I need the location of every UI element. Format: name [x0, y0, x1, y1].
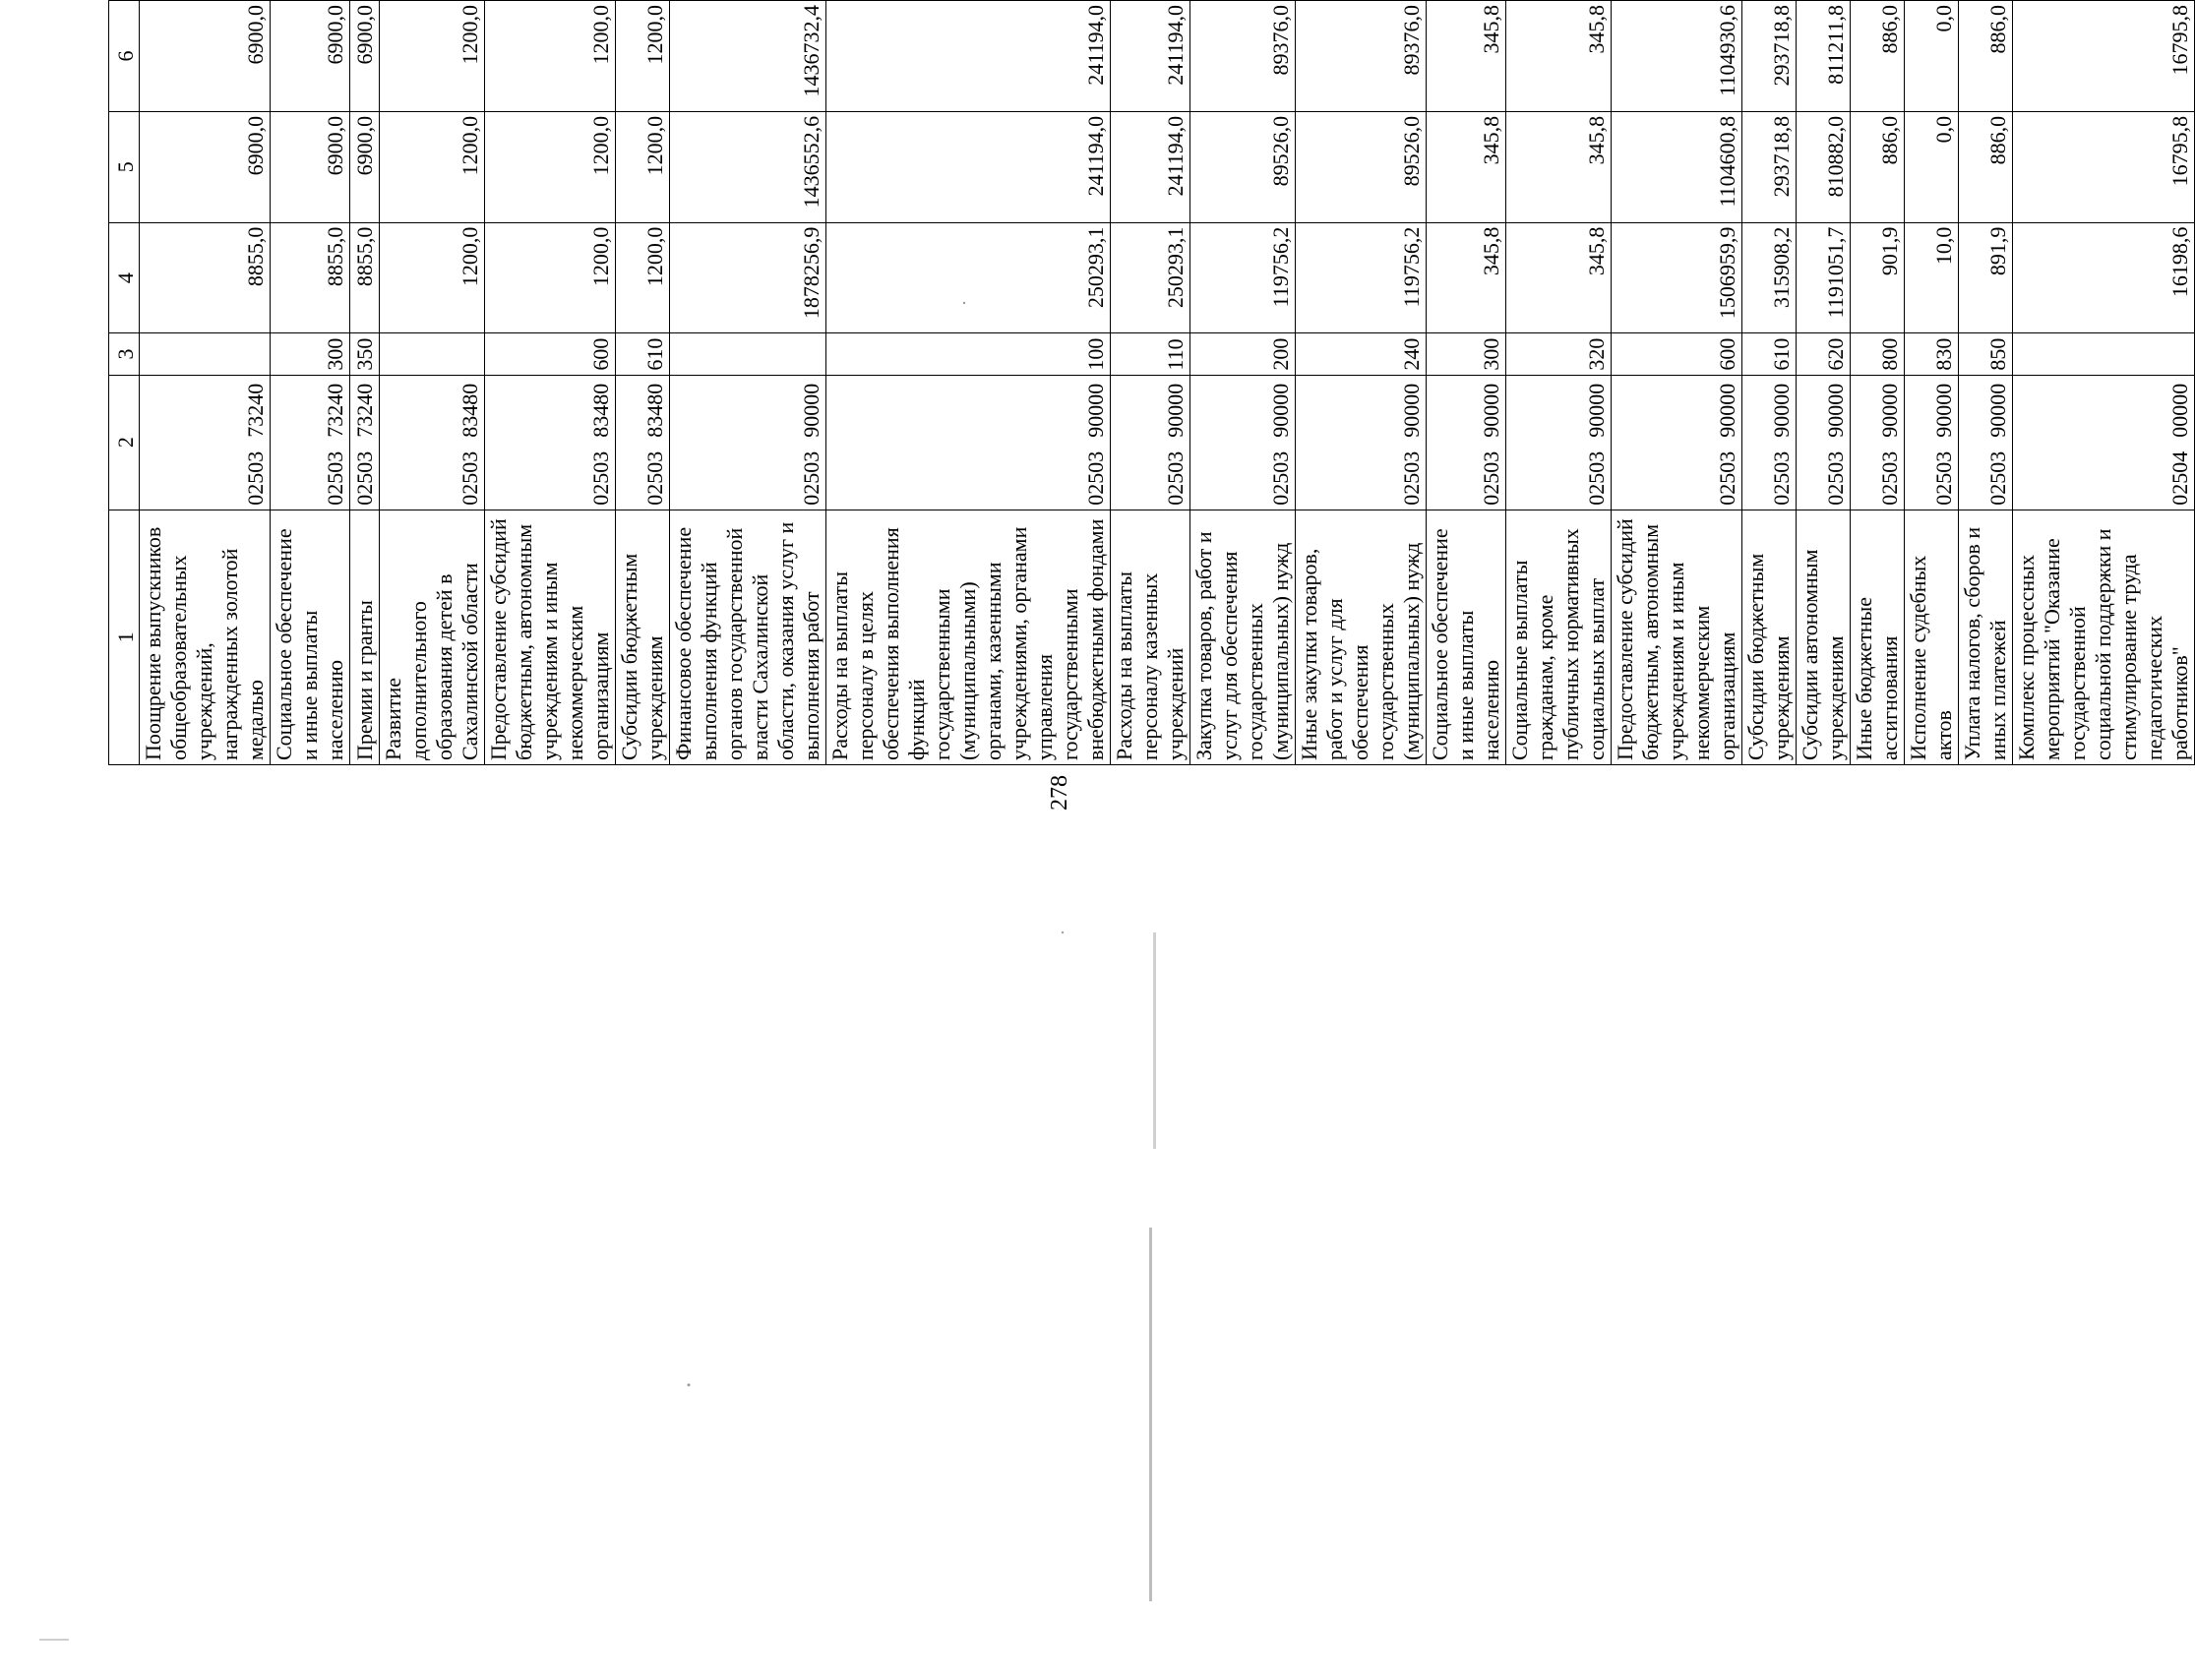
row-direction-code: 73240 [323, 383, 347, 438]
row-direction-code: 73240 [243, 383, 268, 438]
table-row [1905, 1, 1959, 765]
row-name: Иные закупки товаров, работ и услуг для обеспечения государственных (муниципальных) нужд [1296, 510, 1427, 764]
column-header-1: 1 [109, 510, 140, 764]
row-amount-year-1: 1506959,9 [1612, 222, 1742, 333]
row-amount-year-1: 345,8 [1506, 222, 1612, 333]
table-row [485, 1, 616, 765]
table-row [2013, 1, 2195, 765]
table-row [1742, 1, 1797, 765]
row-amount-year-1: 1878256,9 [670, 222, 826, 333]
table-row [140, 1, 271, 765]
row-section-code: 02503 [1083, 450, 1108, 506]
row-expense-kind: 300 [1427, 333, 1506, 375]
table-row [1190, 1, 1296, 765]
row-amount-year-3: 345,8 [1506, 1, 1612, 112]
row-amount-year-2: 345,8 [1506, 111, 1612, 222]
row-section-code: 02503 [243, 450, 268, 506]
row-name: Премии и гранты [350, 510, 380, 764]
row-expense-kind: 200 [1190, 333, 1296, 375]
row-amount-year-1: 10,0 [1905, 222, 1959, 333]
row-section-code: 02503 [352, 450, 377, 506]
row-name: Комплекс процессных мероприятий "Оказание государственной социальной поддержки и стимулирование труда педагогических работников" [2013, 510, 2195, 764]
row-expense-kind [670, 333, 826, 375]
row-expense-kind: 850 [1959, 333, 2013, 375]
row-amount-year-2: 241194,0 [826, 111, 1111, 222]
row-amount-year-2: 1200,0 [380, 111, 485, 222]
row-name: Субсидии бюджетным учреждениям [1742, 510, 1797, 764]
row-name: Субсидии бюджетным учреждениям [616, 510, 670, 764]
row-expense-kind: 610 [1742, 333, 1797, 375]
row-target-code [1427, 375, 1506, 510]
row-section-code: 02503 [323, 450, 347, 506]
table-row [1612, 1, 1742, 765]
row-direction-code: 90000 [1399, 383, 1424, 438]
row-amount-year-2: 16795,8 [2013, 111, 2195, 222]
row-amount-year-3: 886,0 [1959, 1, 2013, 112]
row-amount-year-3: 241194,0 [826, 1, 1111, 112]
row-section-code: 02503 [642, 450, 667, 506]
table-row [1959, 1, 2013, 765]
row-name: Исполнение судебных актов [1905, 510, 1959, 764]
scan-speck [688, 1384, 691, 1387]
row-direction-code: 90000 [1877, 383, 1902, 438]
table-row [670, 1, 826, 765]
row-direction-code: 90000 [1715, 383, 1739, 438]
row-amount-year-2: 6900,0 [350, 111, 380, 222]
row-amount-year-3: 0,0 [1905, 1, 1959, 112]
row-target-code [485, 375, 616, 510]
row-amount-year-2: 89526,0 [1190, 111, 1296, 222]
scan-dash [1149, 1228, 1152, 1601]
row-amount-year-1: 891,9 [1959, 222, 2013, 333]
row-target-code [350, 375, 380, 510]
row-section-code: 02503 [1823, 450, 1848, 506]
row-amount-year-1: 8855,0 [140, 222, 271, 333]
row-amount-year-2: 886,0 [1851, 111, 1905, 222]
row-amount-year-3: 1200,0 [485, 1, 616, 112]
table-row [380, 1, 485, 765]
row-amount-year-3: 1104930,6 [1612, 1, 1742, 112]
row-target-code [271, 375, 350, 510]
table-row [826, 1, 1111, 765]
row-amount-year-3: 345,8 [1427, 1, 1506, 112]
row-section-code: 02503 [1399, 450, 1424, 506]
row-amount-year-1: 1191051,7 [1797, 222, 1851, 333]
row-amount-year-2: 293718,8 [1742, 111, 1797, 222]
row-amount-year-3: 6900,0 [271, 1, 350, 112]
row-target-code [670, 375, 826, 510]
row-section-code: 02503 [1877, 450, 1902, 506]
row-name: Расходы на выплаты персоналу казенных учреждений [1111, 510, 1190, 764]
row-expense-kind: 350 [350, 333, 380, 375]
row-direction-code: 90000 [1268, 383, 1293, 438]
row-amount-year-1: 250293,1 [826, 222, 1111, 333]
row-direction-code: 90000 [1931, 383, 1956, 438]
row-target-code [380, 375, 485, 510]
row-target-code [616, 375, 670, 510]
row-amount-year-3: 241194,0 [1111, 1, 1190, 112]
row-amount-year-1: 1200,0 [380, 222, 485, 333]
row-target-code [1190, 375, 1296, 510]
row-amount-year-2: 1104600,8 [1612, 111, 1742, 222]
row-direction-code: 90000 [1769, 383, 1794, 438]
budget-table [108, 0, 2195, 765]
row-amount-year-1: 16198,6 [2013, 222, 2195, 333]
row-target-code [2013, 375, 2195, 510]
row-direction-code: 73240 [352, 383, 377, 438]
row-amount-year-3: 16795,8 [2013, 1, 2195, 112]
row-section-code: 02503 [1985, 450, 2010, 506]
row-direction-code: 90000 [1479, 383, 1503, 438]
row-amount-year-2: 6900,0 [140, 111, 271, 222]
row-section-code: 02504 [2167, 450, 2192, 506]
row-name: Социальное обеспечение и иные выплаты населению [271, 510, 350, 764]
row-amount-year-3: 811211,8 [1797, 1, 1851, 112]
row-amount-year-2: 0,0 [1905, 111, 1959, 222]
row-name: Иные бюджетные ассигнования [1851, 510, 1905, 764]
row-amount-year-3: 886,0 [1851, 1, 1905, 112]
row-name: Предоставление субсидий бюджетным, автономным учреждениям и иным некоммерческим организациям [1612, 510, 1742, 764]
row-amount-year-2: 886,0 [1959, 111, 2013, 222]
table-row [1506, 1, 1612, 765]
row-expense-kind [380, 333, 485, 375]
row-target-code [1296, 375, 1427, 510]
row-target-code [1111, 375, 1190, 510]
row-expense-kind [140, 333, 271, 375]
row-amount-year-3: 1200,0 [616, 1, 670, 112]
row-amount-year-1: 1200,0 [485, 222, 616, 333]
table-row [1851, 1, 1905, 765]
row-name: Закупка товаров, работ и услуг для обеспечения государственных (муниципальных) нужд [1190, 510, 1296, 764]
row-direction-code: 83480 [457, 383, 482, 438]
row-section-code: 02503 [588, 450, 613, 506]
scan-speck [1062, 931, 1064, 933]
scan-dash [1153, 932, 1156, 1149]
table-body [140, 1, 2195, 765]
table-row [1797, 1, 1851, 765]
row-direction-code: 90000 [1584, 383, 1609, 438]
row-amount-year-3: 1200,0 [380, 1, 485, 112]
row-target-code [1612, 375, 1742, 510]
row-amount-year-1: 315908,2 [1742, 222, 1797, 333]
column-header-2: 2 [109, 375, 140, 510]
table-header-row [109, 1, 140, 765]
row-amount-year-2: 345,8 [1427, 111, 1506, 222]
row-expense-kind: 800 [1851, 333, 1905, 375]
row-amount-year-2: 241194,0 [1111, 111, 1190, 222]
column-header-4: 4 [109, 222, 140, 333]
table-row [1296, 1, 1427, 765]
row-amount-year-1: 8855,0 [271, 222, 350, 333]
row-amount-year-1: 8855,0 [350, 222, 380, 333]
row-expense-kind: 100 [826, 333, 1111, 375]
row-amount-year-1: 345,8 [1427, 222, 1506, 333]
row-amount-year-2: 810882,0 [1797, 111, 1851, 222]
row-section-code: 02503 [1479, 450, 1503, 506]
row-amount-year-2: 1200,0 [485, 111, 616, 222]
column-header-6: 6 [109, 1, 140, 112]
row-amount-year-3: 293718,8 [1742, 1, 1797, 112]
scan-dash [39, 1639, 69, 1641]
row-expense-kind: 110 [1111, 333, 1190, 375]
table-row [350, 1, 380, 765]
row-amount-year-1: 250293,1 [1111, 222, 1190, 333]
row-amount-year-1: 119756,2 [1296, 222, 1427, 333]
row-direction-code: 90000 [1163, 383, 1188, 438]
row-section-code: 02503 [1163, 450, 1188, 506]
row-amount-year-1: 119756,2 [1190, 222, 1296, 333]
row-name: Социальное обеспечение и иные выплаты населению [1427, 510, 1506, 764]
row-name: Развитие дополнительного образования детей в Сахалинской области [380, 510, 485, 764]
row-expense-kind [2013, 333, 2195, 375]
row-section-code: 02503 [457, 450, 482, 506]
row-target-code [1905, 375, 1959, 510]
row-name: Субсидии автономным учреждениям [1797, 510, 1851, 764]
row-expense-kind: 610 [616, 333, 670, 375]
row-direction-code: 90000 [799, 383, 823, 438]
row-amount-year-1: 1200,0 [616, 222, 670, 333]
row-expense-kind: 600 [1612, 333, 1742, 375]
column-header-3: 3 [109, 333, 140, 375]
row-expense-kind: 620 [1797, 333, 1851, 375]
row-name: Социальные выплаты гражданам, кроме публичных нормативных социальных выплат [1506, 510, 1612, 764]
row-section-code: 02503 [1268, 450, 1293, 506]
table-row [1111, 1, 1190, 765]
row-amount-year-3: 6900,0 [140, 1, 271, 112]
table-row [616, 1, 670, 765]
row-target-code [1742, 375, 1797, 510]
row-amount-year-2: 6900,0 [271, 111, 350, 222]
row-target-code [1506, 375, 1612, 510]
row-section-code: 02503 [1769, 450, 1794, 506]
row-name: Уплата налогов, сборов и иных платежей [1959, 510, 2013, 764]
row-amount-year-3: 6900,0 [350, 1, 380, 112]
table-row [1427, 1, 1506, 765]
row-direction-code: 90000 [1823, 383, 1848, 438]
row-section-code: 02503 [799, 450, 823, 506]
row-name: Поощрение выпускников общеобразовательных учреждений, награжденных золотой медалью [140, 510, 271, 764]
row-direction-code: 83480 [642, 383, 667, 438]
row-direction-code: 00000 [2167, 383, 2192, 438]
row-target-code [1851, 375, 1905, 510]
row-name: Расходы на выплаты персоналу в целях обеспечения выполнения функций государственными (муниципальными) органами, казенными учреждениями, органами управления государственными внебюджетными фондами [826, 510, 1111, 764]
row-section-code: 02503 [1931, 450, 1956, 506]
row-amount-year-2: 1436552,6 [670, 111, 826, 222]
row-target-code [1959, 375, 2013, 510]
row-amount-year-2: 1200,0 [616, 111, 670, 222]
row-expense-kind: 320 [1506, 333, 1612, 375]
row-amount-year-1: 901,9 [1851, 222, 1905, 333]
row-amount-year-3: 89376,0 [1296, 1, 1427, 112]
row-name: Предоставление субсидий бюджетным, автономным учреждениям и иным некоммерческим организациям [485, 510, 616, 764]
row-amount-year-3: 89376,0 [1190, 1, 1296, 112]
row-amount-year-3: 1436732,4 [670, 1, 826, 112]
row-target-code [140, 375, 271, 510]
row-direction-code: 90000 [1083, 383, 1108, 438]
row-target-code [1797, 375, 1851, 510]
row-direction-code: 90000 [1985, 383, 2010, 438]
row-expense-kind: 240 [1296, 333, 1427, 375]
row-section-code: 02503 [1715, 450, 1739, 506]
row-expense-kind: 830 [1905, 333, 1959, 375]
row-direction-code: 83480 [588, 383, 613, 438]
row-section-code: 02503 [1584, 450, 1609, 506]
row-target-code [826, 375, 1111, 510]
row-expense-kind: 600 [485, 333, 616, 375]
table-row [271, 1, 350, 765]
column-header-5: 5 [109, 111, 140, 222]
page-number: 278 [1047, 775, 1072, 810]
row-name: Финансовое обеспечение выполнения функций органов государственной власти Сахалинской области, оказания услуг и выполнения работ [670, 510, 826, 764]
row-expense-kind: 300 [271, 333, 350, 375]
row-amount-year-2: 89526,0 [1296, 111, 1427, 222]
